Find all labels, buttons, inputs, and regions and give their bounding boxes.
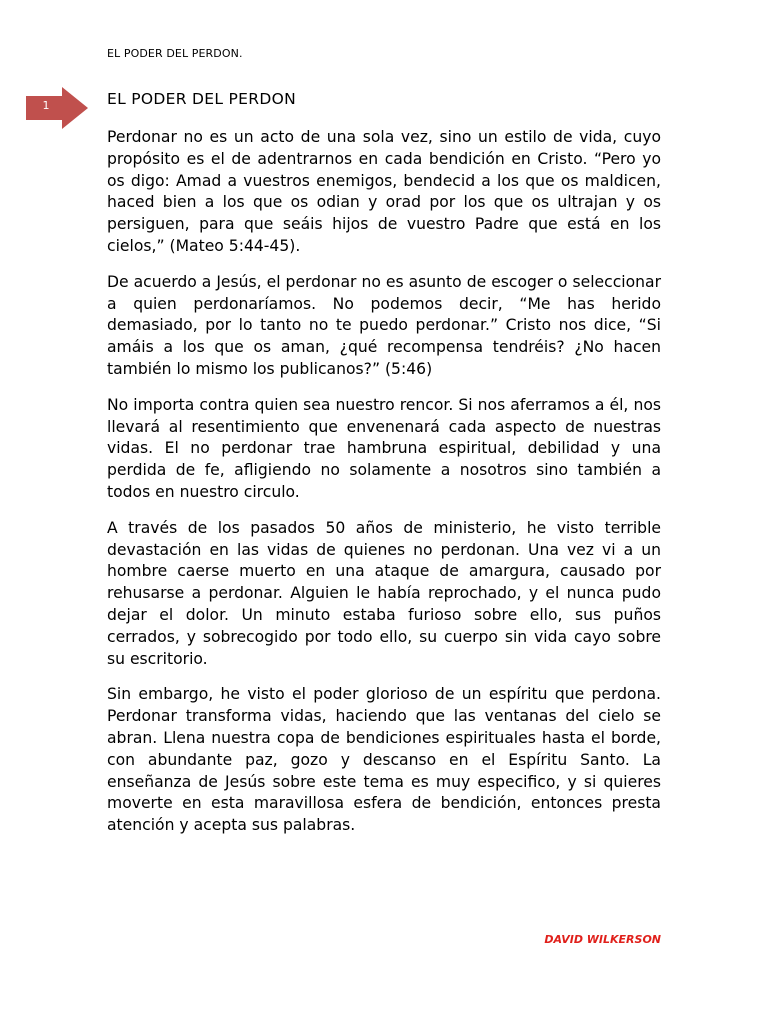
running-header: EL PODER DEL PERDON. — [107, 47, 243, 60]
document-body — [107, 127, 661, 851]
paragraph: De acuerdo a Jesús, el perdonar no es asunto de escoger o seleccionar a quien perdonaríamos. No podemos decir, “Me has herido demasiado, por lo tanto no te puedo perdonar.” Cristo nos dice, “Si amáis a los que os aman, ¿qué recompensa tendréis? ¿No hacen también lo mismo los publicanos?” (5:46) — [107, 272, 661, 378]
page-number-arrow — [26, 87, 90, 129]
paragraph: No importa contra quien sea nuestro rencor. Si nos aferramos a él, nos llevará al resentimiento que envenenará cada aspecto de nuestras vidas. El no perdonar trae hambruna espiritual, debilidad y una perdida de fe, afligiendo no solamente a nosotros sino también a todos en nuestro circulo. — [107, 395, 661, 501]
paragraph: Sin embargo, he visto el poder glorioso de un espíritu que perdona. Perdonar transforma vidas, haciendo que las ventanas del cielo se abran. Llena nuestra copa de bendiciones espirituales hasta el borde, con abundante paz, gozo y descanso en el Espíritu Santo. La enseñanza de Jesús sobre este tema es muy especifico, y si quieres moverte en esta maravillosa esfera de bendición, entonces presta atención y acepta sus palabras. — [107, 685, 661, 835]
paragraph: Perdonar no es un acto de una sola vez, sino un estilo de vida, cuyo propósito es el de adentrarnos en cada bendición en Cristo. “Pero yo os digo: Amad a vuestros enemigos, bendecid a los que os maldicen, haced bien a los que os odian y orad por los que os ultrajan y os persiguen, para que seáis hijos de vuestro Padre que está en los cielos,” (Mateo 5:44-45). — [107, 128, 661, 255]
author-signature: DAVID WILKERSON — [544, 933, 661, 946]
paragraph: A través de los pasados 50 años de ministerio, he visto terrible devastación en las vidas de quienes no perdonan. Una vez vi a un hombre caerse muerto en una ataque de amargura, causado por rehusarse a perdonar. Alguien le había reprochado, y el nunca pudo dejar el dolor. Un minuto estaba furioso sobre ello, sus puños cerrados, y sobrecogido por todo ello, su cuerpo sin vida cayo sobre su escritorio. — [107, 518, 661, 668]
document-title: EL PODER DEL PERDON — [107, 90, 296, 108]
page-number: 1 — [42, 99, 50, 112]
